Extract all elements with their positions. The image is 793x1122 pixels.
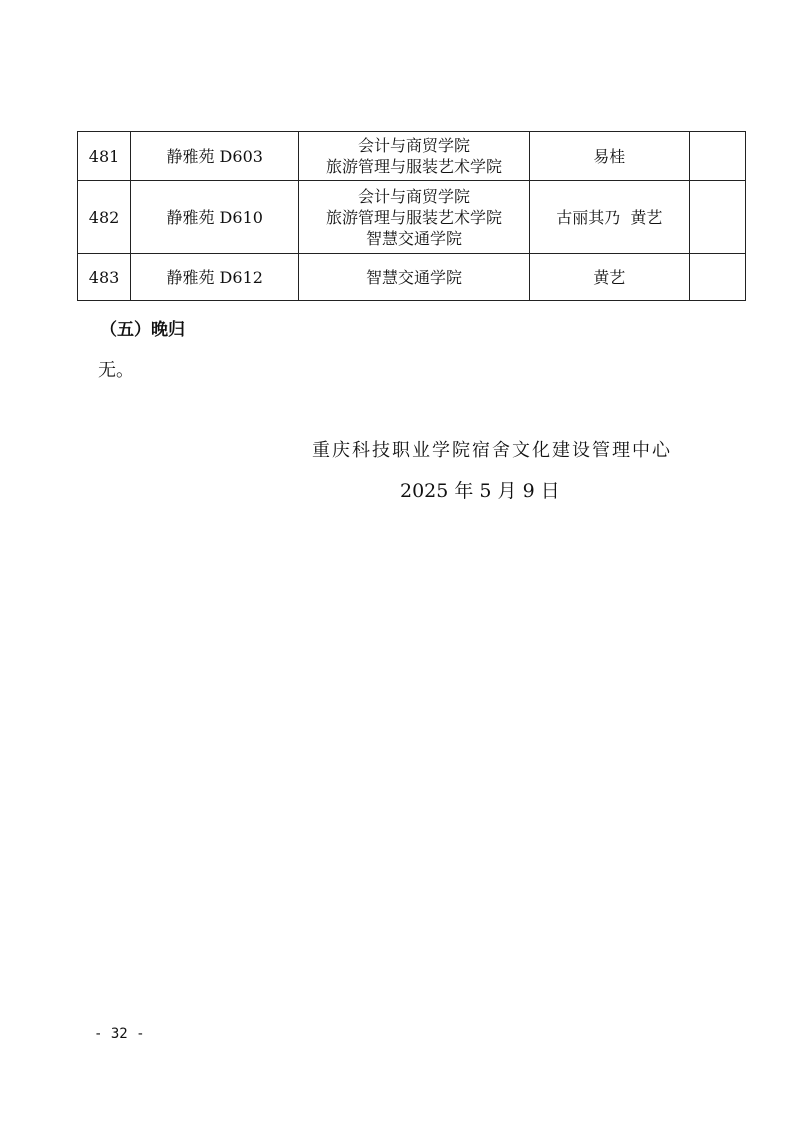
college-cell: [299, 254, 529, 301]
room-cell: 静雅苑 D610: [131, 181, 299, 254]
section-body: 无。: [98, 360, 134, 381]
table-row: [78, 132, 746, 181]
row-number: 481: [78, 132, 131, 181]
college-name: 旅游管理与服装艺术学院: [325, 207, 502, 227]
college-name: 会计与商贸学院: [357, 136, 470, 155]
table-row: [78, 181, 746, 254]
signature-organization: 重庆科技职业学院宿舍文化建设管理中心: [312, 440, 672, 461]
person-cell: 黄艺: [529, 254, 689, 301]
remark-cell: [689, 181, 745, 254]
row-number: 483: [78, 254, 131, 301]
person-cell: 易桂: [529, 132, 689, 181]
person-cell: 古丽其乃 黄艺: [529, 181, 689, 254]
dormitory-table: [77, 131, 746, 301]
college-name: 旅游管理与服装艺术学院: [325, 157, 502, 176]
row-number: 482: [78, 181, 131, 254]
college-name: 智慧交通学院: [365, 228, 462, 248]
room-cell: 静雅苑 D603: [131, 132, 299, 181]
college-name: 智慧交通学院: [365, 267, 462, 287]
college-cell: [299, 181, 529, 254]
section-heading: （五）晚归: [100, 320, 185, 340]
room-cell: 静雅苑 D612: [131, 254, 299, 301]
signature-date: 2025 年 5 月 9 日: [400, 480, 560, 502]
table-row: [78, 254, 746, 301]
remark-cell: [689, 254, 745, 301]
college-name: 会计与商贸学院: [357, 186, 470, 206]
remark-cell: [689, 132, 745, 181]
college-cell: [299, 132, 529, 181]
page-number: - 32 -: [94, 1026, 145, 1042]
